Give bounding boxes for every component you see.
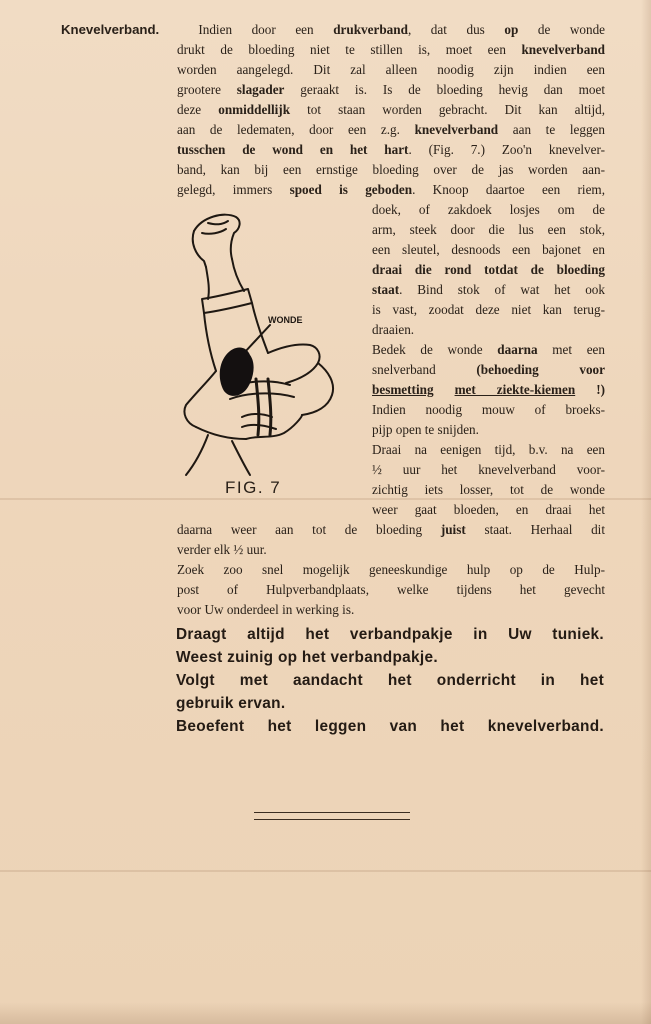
sleeve-outline bbox=[252, 303, 268, 353]
text-line bbox=[177, 140, 605, 159]
text-run: post of Hulpverbandplaats, welke tijdens het gevecht bbox=[177, 582, 605, 597]
bold-run: !) bbox=[575, 382, 605, 397]
text-run: aan de ledematen, door een z.g. bbox=[177, 122, 415, 137]
text-run: . Bind stok of wat het ook bbox=[399, 282, 605, 297]
text-line bbox=[372, 380, 605, 399]
bold-run: daarna bbox=[497, 342, 538, 357]
text-run: daarna weer aan tot de bloeding bbox=[177, 522, 441, 537]
text-line bbox=[177, 180, 605, 199]
text-line bbox=[372, 260, 605, 279]
text-line bbox=[372, 240, 605, 259]
text-run: . Knoop daartoe een riem, bbox=[412, 182, 605, 197]
text-run: band, kan bij een ernstige bloeding over de jas worden aan- bbox=[177, 162, 605, 177]
bold-run: onmiddellijk bbox=[218, 102, 291, 117]
rule-line: Beoefent het leggen van het knevelverband. bbox=[176, 718, 604, 735]
text-run: Bedek de wonde bbox=[372, 342, 498, 357]
tourniquet-illustration bbox=[172, 203, 367, 478]
bold-run: (behoeding voor bbox=[476, 362, 606, 377]
arm-outline bbox=[232, 259, 244, 291]
text-run: drukt de bloeding niet te stillen is, moet een bbox=[177, 42, 522, 57]
text-line bbox=[372, 220, 605, 239]
bold-run: knevelverband bbox=[521, 42, 605, 57]
text-run: grootere bbox=[177, 82, 237, 97]
text-line bbox=[61, 20, 605, 39]
text-run: ½ uur het knevelverband voor- bbox=[372, 462, 605, 477]
text-line bbox=[372, 500, 605, 519]
jacket-outline bbox=[196, 427, 246, 439]
text-line bbox=[372, 420, 605, 439]
text-run: geraakt is. Is de bloeding hevig dan moet bbox=[284, 82, 605, 97]
bold-run: spoed is geboden bbox=[289, 182, 413, 197]
text-line bbox=[177, 580, 605, 599]
wound-mark bbox=[220, 348, 254, 396]
bold-run: met ziekte-kiemen bbox=[454, 382, 576, 397]
text-run: aan te leggen bbox=[498, 122, 605, 137]
text-line bbox=[372, 340, 605, 359]
rule-line: Weest zuinig op het verbandpakje. bbox=[176, 649, 438, 666]
text-line bbox=[372, 360, 605, 379]
rule-line: Volgt met aandacht het onderricht in het bbox=[176, 672, 604, 689]
figure-caption: FIG. 7 bbox=[225, 478, 282, 497]
text-line bbox=[177, 100, 605, 119]
text-line bbox=[372, 280, 605, 299]
text-run: draaien. bbox=[372, 322, 415, 337]
wound-label: WONDE bbox=[268, 315, 303, 325]
finger-line bbox=[242, 414, 272, 417]
text-run: een sleutel, desnoods een bajonet en bbox=[372, 242, 605, 257]
text-run: met een bbox=[537, 342, 606, 357]
text-line bbox=[372, 200, 605, 219]
bold-run: besmetting bbox=[372, 382, 434, 397]
leg-outline bbox=[232, 441, 250, 475]
rule-line: gebruik ervan. bbox=[176, 695, 286, 712]
text-line bbox=[177, 560, 605, 579]
finger-line bbox=[208, 221, 228, 224]
text-run bbox=[434, 382, 455, 397]
paper-edge bbox=[0, 1002, 651, 1024]
bold-run: op bbox=[504, 22, 519, 37]
text-line bbox=[372, 320, 605, 339]
text-run: de wonde bbox=[518, 22, 606, 37]
text-run: deze bbox=[177, 102, 219, 117]
text-run: voor Uw onderdeel in werking is. bbox=[177, 602, 355, 617]
text-run: gelegd, immers bbox=[177, 182, 290, 197]
rule-line: Draagt altijd het verbandpakje in Uw tuniek. bbox=[176, 626, 604, 643]
paper-fold bbox=[0, 870, 651, 872]
text-run: Indien noodig mouw of broeks- bbox=[372, 402, 605, 417]
paper-edge bbox=[641, 0, 651, 1024]
bold-run: staat bbox=[372, 282, 400, 297]
bold-run: tusschen de wond en het hart bbox=[177, 142, 409, 157]
arm-outline bbox=[206, 267, 209, 299]
text-run: arm, steek door die lus een stok, bbox=[372, 222, 605, 237]
leg-outline bbox=[186, 435, 208, 475]
text-line bbox=[177, 540, 605, 559]
bold-run: slagader bbox=[236, 82, 285, 97]
text-run: . (Fig. 7.) Zoo'n knevelver- bbox=[408, 142, 605, 157]
text-line bbox=[372, 480, 605, 499]
text-run: tot staan worden gebracht. Dit kan altijd, bbox=[290, 102, 605, 117]
tourniquet-stick bbox=[256, 379, 259, 435]
text-line bbox=[177, 120, 605, 139]
bold-run: knevelverband bbox=[414, 122, 499, 137]
divider-line bbox=[254, 819, 410, 820]
text-line bbox=[177, 160, 605, 179]
bold-run: drukverband bbox=[333, 22, 408, 37]
text-line bbox=[177, 40, 605, 59]
text-run: Draai na eenigen tijd, b.v. na een bbox=[372, 442, 605, 457]
text-line bbox=[177, 600, 605, 619]
text-line bbox=[177, 520, 605, 539]
text-run: worden aangelegd. Dit zal alleen noodig zijn indien een bbox=[177, 62, 605, 77]
text-run: Indien door een bbox=[198, 22, 334, 37]
text-run: weer gaat bloeden, en draai het bbox=[372, 502, 605, 517]
hand-outline bbox=[194, 215, 240, 259]
text-run: verder elk ½ uur. bbox=[177, 542, 267, 557]
text-run: doek, of zakdoek losjes om de bbox=[372, 202, 605, 217]
text-run: is vast, zoodat deze niet kan terug- bbox=[372, 302, 605, 317]
jacket-outline bbox=[302, 363, 333, 415]
text-line bbox=[372, 400, 605, 419]
text-run: snelverband bbox=[372, 362, 477, 377]
finger-line bbox=[202, 229, 226, 234]
text-run: pijp open te snijden. bbox=[372, 422, 479, 437]
text-line bbox=[177, 60, 605, 79]
bold-run: juist bbox=[440, 522, 466, 537]
bold-run: draai die rond totdat de bloeding bbox=[372, 262, 605, 277]
jacket-outline bbox=[184, 371, 216, 427]
text-line bbox=[177, 80, 605, 99]
text-line bbox=[372, 300, 605, 319]
jacket-outline bbox=[268, 344, 320, 383]
text-run: , dat dus bbox=[407, 22, 505, 37]
text-run: zichtig iets losser, tot de wonde bbox=[372, 482, 605, 497]
text-run: staat. Herhaal dit bbox=[465, 522, 605, 537]
text-run: Zoek zoo snel mogelijk geneeskundige hulp op de Hulp- bbox=[177, 562, 605, 577]
hand-outline bbox=[193, 231, 206, 267]
divider-line bbox=[254, 812, 410, 813]
section-heading: Knevelverband. bbox=[61, 22, 160, 37]
sleeve-outline bbox=[204, 313, 216, 371]
text-line bbox=[372, 460, 605, 479]
holding-hand bbox=[246, 415, 302, 439]
text-line bbox=[372, 440, 605, 459]
